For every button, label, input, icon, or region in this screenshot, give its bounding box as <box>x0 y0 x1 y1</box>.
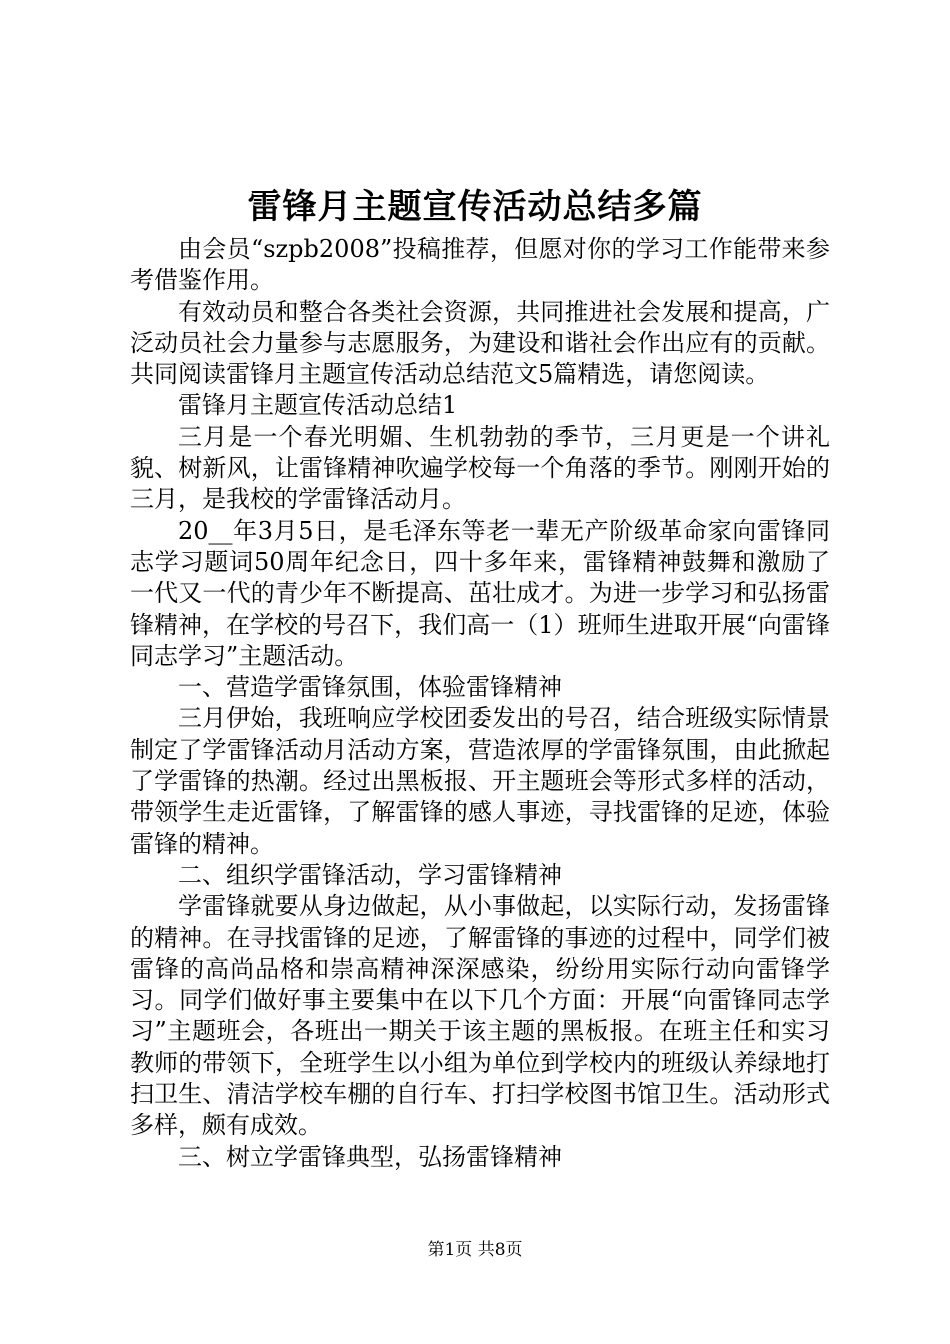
paragraph-summary: 有效动员和整合各类社会资源，共同推进社会发展和提高，广泛动员社会力量参与志愿服务，为建设和谐社会作出应有的贡献。共同阅读雷锋月主题宣传活动总结范文5篇精选，请您阅读。 <box>130 297 830 389</box>
subheading-2: 二、组织学雷锋活动，学习雷锋精神 <box>178 860 562 889</box>
paragraph: 三月是一个春光明媚、生机勃勃的季节，三月更是一个讲礼貌、树新风，让雷锋精神吹遍学校每一个角落的季节。刚刚开始的三月，是我校的学雷锋活动月。 <box>130 422 830 514</box>
paragraph-intro: 由会员“szpb2008”投稿推荐，但愿对你的学习工作能带来参考借鉴作用。 <box>130 235 830 295</box>
subheading-3: 三、树立学雷锋典型，弘扬雷锋精神 <box>178 1142 562 1171</box>
page-footer: 第1页 共8页 <box>427 1240 523 1260</box>
section-heading-1: 雷锋月主题宣传活动总结1 <box>178 391 458 420</box>
subheading-1: 一、营造学雷锋氛围，体验雷锋精神 <box>178 673 562 702</box>
paragraph: 学雷锋就要从身边做起，从小事做起，以实际行动，发扬雷锋的精神。在寻找雷锋的足迹，了解雷锋的事迹的过程中，同学们被雷锋的高尚品格和崇高精神深深感染，纷纷用实际行动向雷锋学习。同学们做好事主要集中在以下几个方面：开展“向雷锋同志学习”主题班会，各班出一期关于该主题的黑板报。在班主任和实习教师的带领下，全班学生以小组为单位到学校内的班级认养绿地打扫卫生、清洁学校车棚的自行车、打扫学校图书馆卫生。活动形式多样，颇有成效。 <box>130 892 830 1140</box>
paragraph: 三月伊始，我班响应学校团委发出的号召，结合班级实际情景制定了学雷锋活动月活动方案，营造浓厚的学雷锋氛围，由此掀起了学雷锋的热潮。经过出黑板报、开主题班会等形式多样的活动，带领学生走近雷锋，了解雷锋的感人事迹，寻找雷锋的足迹，体验雷锋的精神。 <box>130 704 830 858</box>
paragraph: 20__年3月5日，是毛泽东等老一辈无产阶级革命家向雷锋同志学习题词50周年纪念日，四十多年来，雷锋精神鼓舞和激励了一代又一代的青少年不断提高、茁壮成才。为进一步学习和弘扬雷锋精神，在学校的号召下，我们高一（1）班师生进取开展“向雷锋同志学习”主题活动。 <box>130 516 830 670</box>
document-title: 雷锋月主题宣传活动总结多篇 <box>247 187 703 227</box>
document-body <box>130 234 830 1173</box>
